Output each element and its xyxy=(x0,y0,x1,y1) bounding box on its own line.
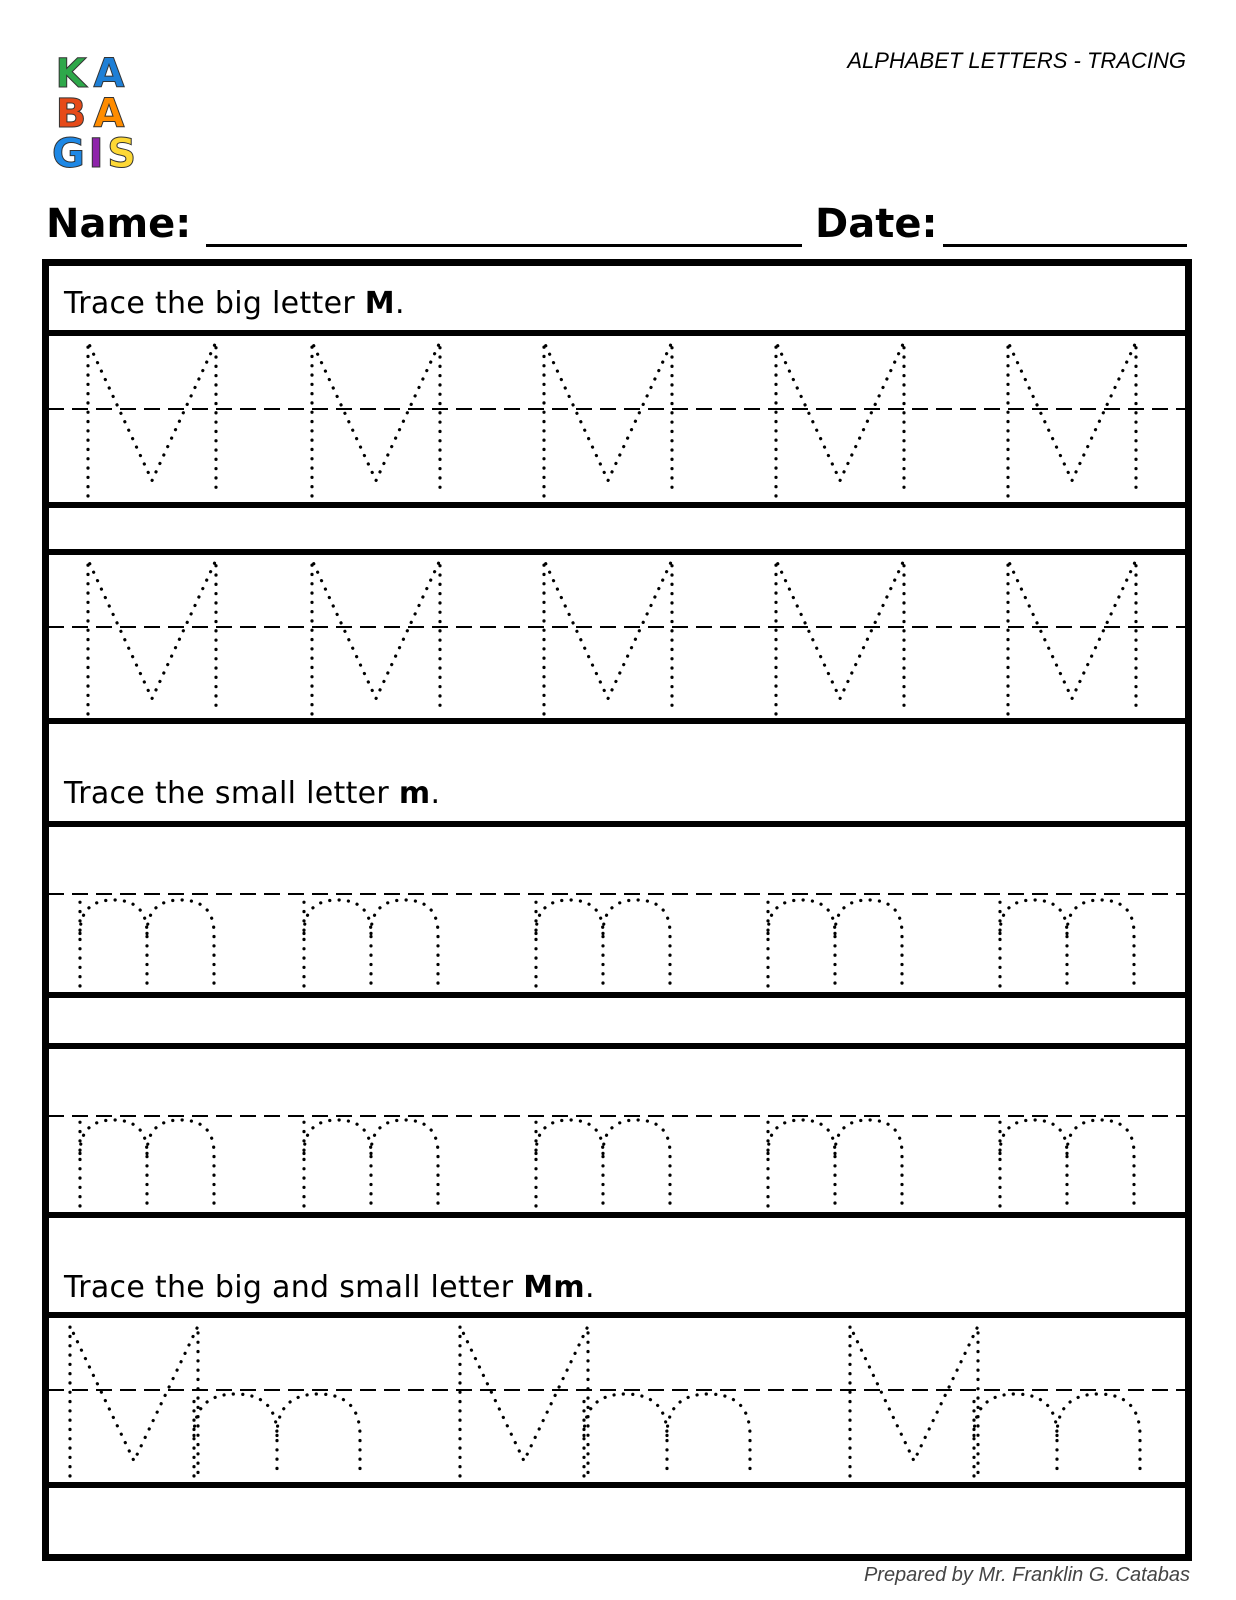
traceable-small-m xyxy=(1000,900,1134,986)
traceable-capital-m xyxy=(70,1326,198,1476)
traceable-small-m xyxy=(584,1394,750,1476)
logo-letter: G xyxy=(52,131,85,177)
traceable-small-m xyxy=(304,1120,438,1206)
traceable-capital-m xyxy=(312,342,440,496)
traceable-capital-m xyxy=(88,560,216,714)
traceable-capital-m xyxy=(850,1326,978,1476)
logo-letter: A xyxy=(93,91,125,137)
traceable-capital-m xyxy=(1008,342,1136,496)
traceable-capital-m xyxy=(776,560,904,714)
instruction-big-letter: Trace the big letter M. xyxy=(64,286,405,321)
logo-letter: S xyxy=(107,131,136,177)
traceable-capital-m xyxy=(460,1326,588,1476)
traceable-small-m xyxy=(304,900,438,986)
traceable-capital-m xyxy=(312,560,440,714)
traceable-small-m xyxy=(974,1394,1140,1476)
traceable-small-m xyxy=(768,900,902,986)
traceable-small-m xyxy=(536,1120,670,1206)
instruction-small-letter: Trace the small letter m. xyxy=(64,776,441,811)
traceable-capital-m xyxy=(1008,560,1136,714)
traceable-small-m xyxy=(80,1120,214,1206)
traceable-capital-m xyxy=(88,342,216,496)
name-label: Name: xyxy=(46,201,192,247)
traceable-small-m xyxy=(768,1120,902,1206)
logo-letter: B xyxy=(55,91,87,137)
traceable-capital-m xyxy=(544,560,672,714)
traceable-small-m xyxy=(194,1394,360,1476)
traceable-small-m xyxy=(1000,1120,1134,1206)
traceable-capital-m xyxy=(544,342,672,496)
worksheet-title: ALPHABET LETTERS - TRACING xyxy=(847,48,1186,73)
instruction-big-and-small-letter: Trace the big and small letter Mm. xyxy=(64,1270,595,1305)
logo-letter: A xyxy=(93,51,125,97)
traceable-small-m xyxy=(80,900,214,986)
date-label: Date: xyxy=(815,201,938,247)
logo-letter: K xyxy=(55,51,87,97)
prepared-by-credit: Prepared by Mr. Franklin G. Catabas xyxy=(863,1564,1190,1586)
traceable-capital-m xyxy=(776,342,904,496)
logo-letter: I xyxy=(88,131,104,177)
traceable-small-m xyxy=(536,900,670,986)
